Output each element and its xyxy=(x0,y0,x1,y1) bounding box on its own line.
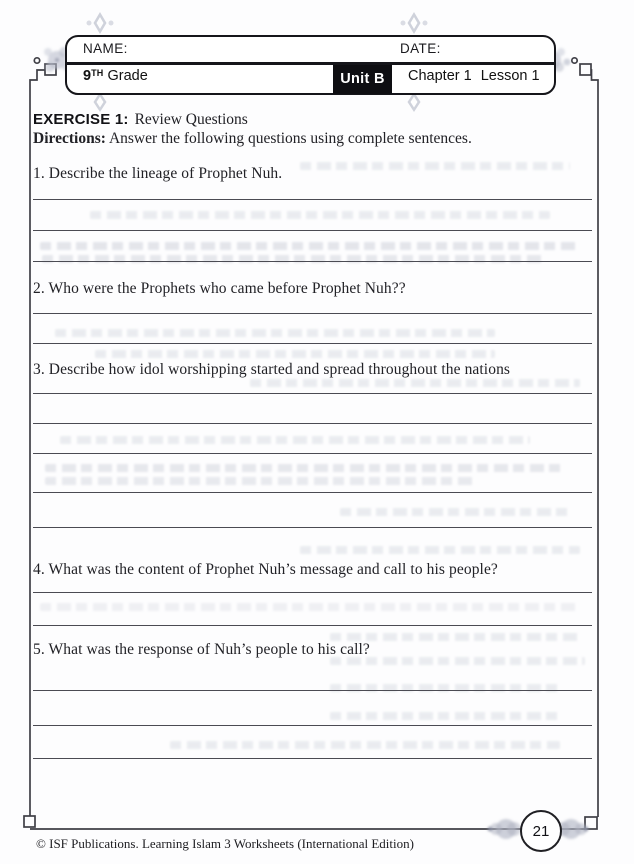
bleed-through-ghost xyxy=(300,162,570,170)
chapter-label: Chapter 1 xyxy=(408,67,472,84)
date-label: DATE: xyxy=(400,41,441,56)
answer-line xyxy=(33,690,592,691)
bleed-through-ghost xyxy=(95,350,495,358)
exercise-heading xyxy=(33,111,248,129)
name-label: NAME: xyxy=(83,41,128,56)
diamond-ornament-top-right xyxy=(401,12,428,34)
page-number-badge xyxy=(520,810,562,852)
header-name-date-row xyxy=(67,37,554,62)
bleed-through-ghost xyxy=(90,211,550,219)
question-2: 2. Who were the Prophets who came before Prophet Nuh?? xyxy=(33,280,406,297)
answer-line xyxy=(33,393,592,394)
answer-line xyxy=(33,527,592,528)
copyright-text: © ISF Publications. Learning Islam 3 Worksheets (International Edition) xyxy=(36,836,414,851)
bleed-through-ghost xyxy=(55,329,495,337)
answer-line xyxy=(33,423,592,424)
page-number-flourish-left xyxy=(488,819,522,839)
grade-ordinal: TH xyxy=(91,67,104,78)
grade-number: 9 xyxy=(83,67,92,84)
directions-label: Directions: xyxy=(33,130,106,147)
question-4: 4. What was the content of Prophet Nuh’s message and call to his people? xyxy=(33,561,498,578)
answer-line xyxy=(33,313,592,314)
answer-line xyxy=(33,343,592,344)
grade-label xyxy=(83,68,148,84)
bleed-through-ghost xyxy=(45,477,475,485)
grade-word: Grade xyxy=(107,67,148,84)
answer-line xyxy=(33,492,592,493)
bleed-through-ghost xyxy=(330,712,560,720)
unit-badge: Unit B xyxy=(333,65,392,94)
bleed-through-ghost xyxy=(60,436,530,444)
answer-line xyxy=(33,453,592,454)
bleed-through-ghost xyxy=(40,603,580,611)
question-3: 3. Describe how idol worshipping started and spread throughout the nations xyxy=(33,361,511,378)
question-1: 1. Describe the lineage of Prophet Nuh. xyxy=(33,165,283,182)
header-grade-row xyxy=(67,65,554,93)
chapter-lesson-label xyxy=(408,68,549,84)
diamond-ornament-bottom-left xyxy=(94,92,107,112)
lesson-label: Lesson 1 xyxy=(480,67,540,84)
worksheet-header-box xyxy=(65,35,556,95)
answer-line xyxy=(33,261,592,262)
corner-bracket-top-right xyxy=(572,58,598,92)
exercise-title-text: Review Questions xyxy=(134,111,248,128)
bleed-through-ghost xyxy=(170,741,560,749)
diamond-ornament-bottom-right xyxy=(408,92,421,112)
question-5: 5. What was the response of Nuh’s people to his call? xyxy=(33,641,370,658)
exercise-label: EXERCISE 1: xyxy=(33,111,129,128)
answer-line xyxy=(33,725,592,726)
directions xyxy=(33,130,472,148)
bleed-through-ghost xyxy=(40,242,580,250)
answer-line xyxy=(33,199,592,200)
answer-line xyxy=(33,592,592,593)
bleed-through-ghost xyxy=(340,508,570,516)
answer-line xyxy=(33,758,592,759)
answer-line xyxy=(33,625,592,626)
directions-text: Answer the following questions using complete sentences. xyxy=(108,130,472,147)
bleed-through-ghost xyxy=(250,379,580,387)
diamond-ornament-top-left xyxy=(87,12,114,34)
bleed-through-ghost xyxy=(45,464,565,472)
page-number: 21 xyxy=(532,822,550,840)
answer-line xyxy=(33,230,592,231)
corner-bracket-bottom-left xyxy=(24,816,35,827)
bleed-through-ghost xyxy=(300,546,580,554)
